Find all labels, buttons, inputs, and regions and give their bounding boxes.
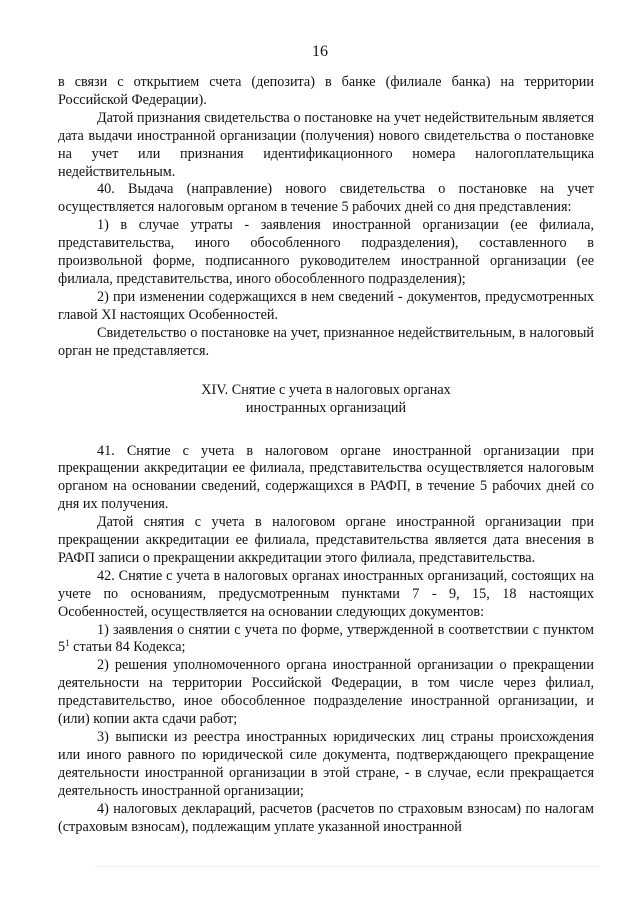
paragraph-item-42: 42. Снятие с учета в налоговых органах иностранных организаций, состоящих на учете по основаниям, предусмотренным пунктами 7 - 9, 15, 18 настоящих Особенностей, осуществляется на основании следующих документов: <box>58 567 594 620</box>
section-heading <box>58 381 594 417</box>
paragraph-invalidity-date: Датой признания свидетельства о постановке на учет недействительным является дата выдачи иностранной организации (получения) нового свидетельства о постановке на учет или признания идентификационного номера налогоплательщика недействительным. <box>58 109 594 180</box>
paragraph-item-42-4: 4) налоговых деклараций, расчетов (расчетов по страховым взносам) по налогам (страховым взносам), подлежащим уплате указанной иностранной <box>58 800 594 835</box>
paragraph-continuation: в связи с открытием счета (депозита) в банке (филиале банка) на территории Российской Федерации). <box>58 74 594 108</box>
paragraph-item-42-2: 2) решения уполномоченного органа иностранной организации о прекращении деятельности на территории Российской Федерации, в том числе через филиал, представительство, иное обособленное подразделение иностранной организации, и (или) копии акта сдачи работ; <box>58 657 594 728</box>
superscript: 1 <box>65 638 70 649</box>
paragraph-item-40-2: 2) при изменении содержащихся в нем сведений - документов, предусмотренных главой XI настоящих Особенностей. <box>58 288 594 323</box>
paragraph-item-42-1-tail: статьи 84 Кодекса; <box>69 639 186 656</box>
paragraph-item-40: 40. Выдача (направление) нового свидетельства о постановке на учет осуществляется налоговым органом в течение 5 рабочих дней со дня представления: <box>58 181 594 216</box>
paragraph-certificate-not-submitted: Свидетельство о постановке на учет, признанное недействительным, в налоговый орган не представляется. <box>58 324 594 359</box>
paragraph-item-40-1: 1) в случае утраты - заявления иностранной организации (ее филиала, представительства, иного обособленного подразделения), составленного в произвольной форме, подписанного руководителем иностранной организации (ее филиала, представительства, иного обособленного подразделения); <box>58 217 594 287</box>
section-heading-line-2: иностранных организаций <box>245 399 407 416</box>
paragraph-item-42-1-text: 1) заявления о снятии с учета по форме, утвержденной в соответствии с пунктом 5 <box>58 621 594 656</box>
paragraph-item-42-3: 3) выписки из реестра иностранных юридических лиц страны происхождения или иного равного по юридической силе документа, подтверждающего прекращение деятельности иностранной организации в этой стране, - в случае, если прекращается деятельность иностранной организации; <box>58 729 594 799</box>
document-body <box>58 74 594 836</box>
section-heading-line-1: XIV. Снятие с учета в налоговых органах <box>201 381 451 398</box>
page-number: 16 <box>312 43 328 60</box>
paragraph-item-42-1 <box>58 622 594 658</box>
paragraph-item-41: 41. Снятие с учета в налоговом органе иностранной организации при прекращении аккредитации ее филиала, представительства осуществляется налоговым органом на основании сведений, содержащихся в РАФП, в течение 5 рабочих дней со дня их получения. <box>58 442 594 513</box>
scan-artifact-line <box>94 866 600 867</box>
paragraph-deregistration-date: Датой снятия с учета в налоговом органе иностранной организации при прекращении аккредитации ее филиала, представительства является дата внесения в РАФП записи о прекращении аккредитации этого филиала, представительства. <box>58 514 594 566</box>
